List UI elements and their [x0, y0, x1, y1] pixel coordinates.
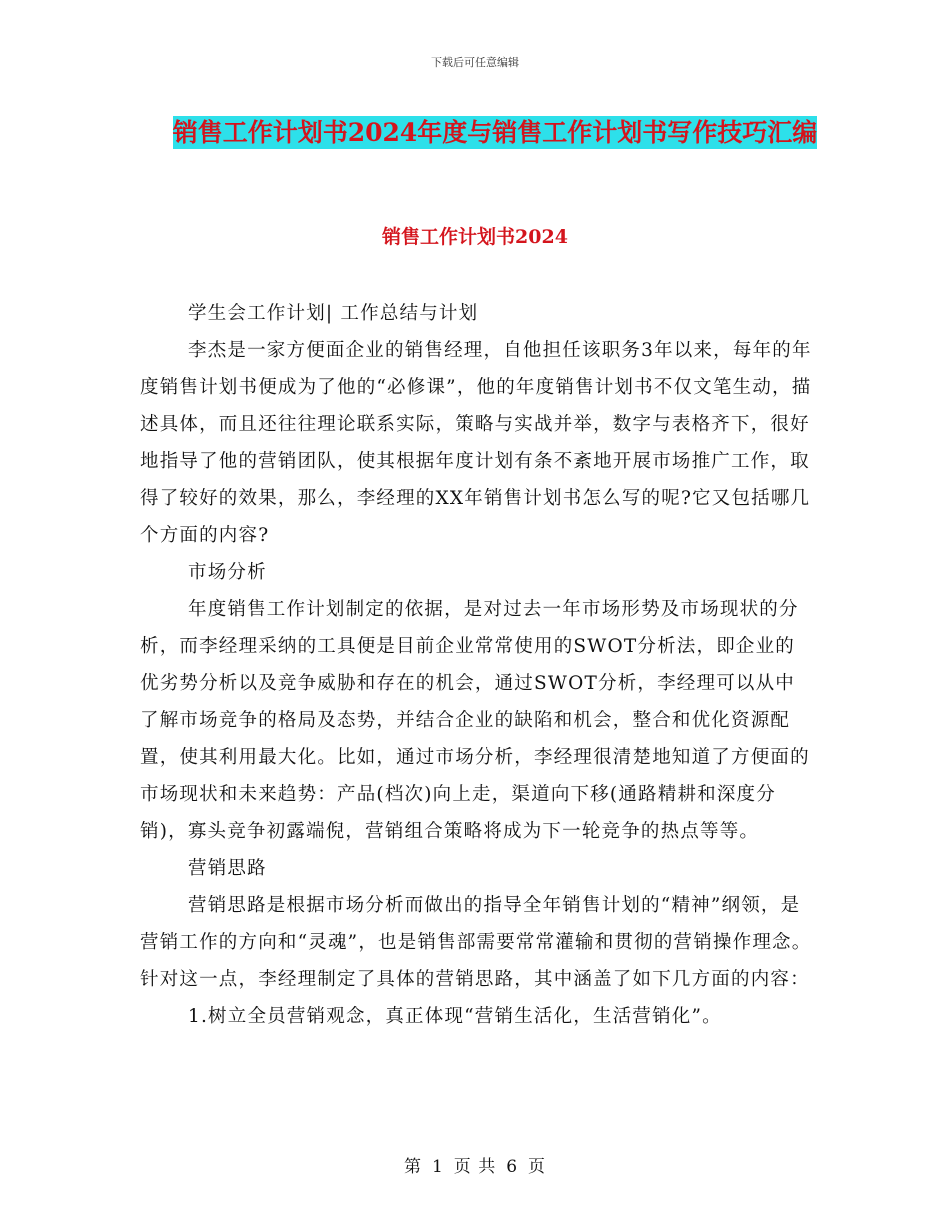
page-footer: [0, 1152, 950, 1177]
footer-page-number: 1: [431, 1157, 444, 1177]
document-title: [150, 112, 840, 154]
footer-total-pages: 6: [506, 1157, 519, 1177]
footer-label-of: 页 共: [453, 1157, 497, 1177]
footer-label-page: 第: [403, 1157, 422, 1177]
header-note: 下载后可任意编辑: [431, 56, 519, 69]
document-body: [140, 295, 812, 1035]
document-title-text: 销售工作计划书2024年度与销售工作计划书写作技巧汇编: [172, 118, 818, 147]
paragraph-intro: 李杰是一家方便面企业的销售经理，自他担任该职务3年以来，每年的年度销售计划书便成为了他的“必修课”，他的年度销售计划书不仅文笔生动，描述具体，而且还往往理论联系实际，策略与实战并举，数字与表格齐下，很好地指导了他的营销团队，使其根据年度计划有条不紊地开展市场推广工作，取得了较好的效果，那么，李经理的XX年销售计划书怎么写的呢?它又包括哪几个方面的内容?: [140, 340, 812, 546]
section-title: 销售工作计划书2024: [382, 226, 568, 248]
list-item-1: 1.树立全员营销观念，真正体现“营销生活化，生活营销化”。: [188, 1006, 722, 1027]
footer-label-end: 页: [528, 1157, 547, 1177]
paragraph-marketing-ideas: 营销思路是根据市场分析而做出的指导全年销售计划的“精神”纲领，是营销工作的方向和“灵魂”，也是销售部需要常常灌输和贯彻的营销操作理念。针对这一点，李经理制定了具体的营销思路，其中涵盖了如下几方面的内容：: [140, 895, 812, 990]
heading-market-analysis: 市场分析: [188, 562, 267, 583]
paragraph-category: 学生会工作计划| 工作总结与计划: [188, 303, 479, 324]
heading-marketing-ideas: 营销思路: [188, 858, 267, 879]
paragraph-market-analysis: 年度销售工作计划制定的依据，是对过去一年市场形势及市场现状的分析，而李经理采纳的工具便是目前企业常常使用的SWOT分析法，即企业的优劣势分析以及竞争威胁和存在的机会，通过SWOT分析，李经理可以从中了解市场竞争的格局及态势，并结合企业的缺陷和机会，整合和优化资源配置，使其利用最大化。比如，通过市场分析，李经理很清楚地知道了方便面的市场现状和未来趋势：产品(档次)向上走，渠道向下移(通路精耕和深度分销)，寡头竞争初露端倪，营销组合策略将成为下一轮竞争的热点等等。: [140, 599, 810, 842]
